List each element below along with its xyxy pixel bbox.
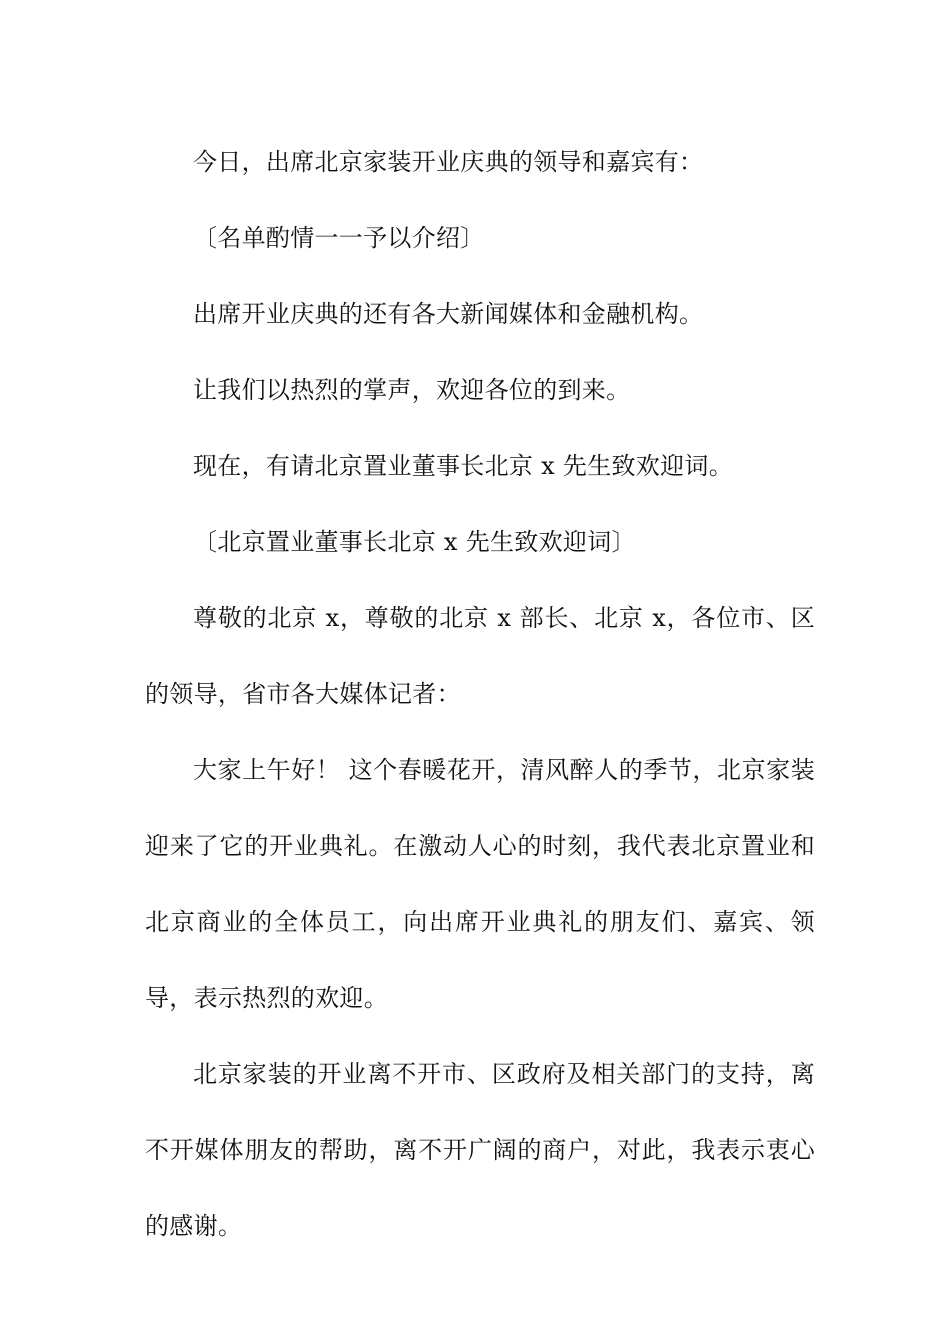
paragraph-thanks: 北京家装的开业离不开市、区政府及相关部门的支持，离不开媒体朋友的帮助，离不开广阔的商户，对此，我表示衷心的感谢。 [145,1060,815,1240]
paragraph-media-attendance: 出席开业庆典的还有各大新闻媒体和金融机构。 [193,300,704,328]
paragraph-greeting: 大家上午好！ 这个春暖花开，清风醉人的季节，北京家装迎来了它的开业典礼。在激动人心的时刻，我代表北京置业和北京商业的全体员工，向出席开业典礼的朋友们、嘉宾、领导，表示热烈的欢迎。 [145,756,815,1012]
paragraph-guest-list-note: 〔名单酌情一一予以介绍〕 [193,224,485,252]
paragraph-chairman-note: 〔北京置业董事长北京 x 先生致欢迎词〕 [193,528,636,556]
paragraph-invite-chairman: 现在，有请北京置业董事长北京 x 先生致欢迎词。 [193,452,733,480]
paragraph-salutation: 尊敬的北京 x，尊敬的北京 x 部长、北京 x，各位市、区的领导，省市各大媒体记者： [145,604,815,708]
paragraph-applause: 让我们以热烈的掌声，欢迎各位的到来。 [193,376,631,404]
paragraph-guests-intro: 今日，出席北京家装开业庆典的领导和嘉宾有： [193,148,704,176]
document-body [145,124,815,1264]
